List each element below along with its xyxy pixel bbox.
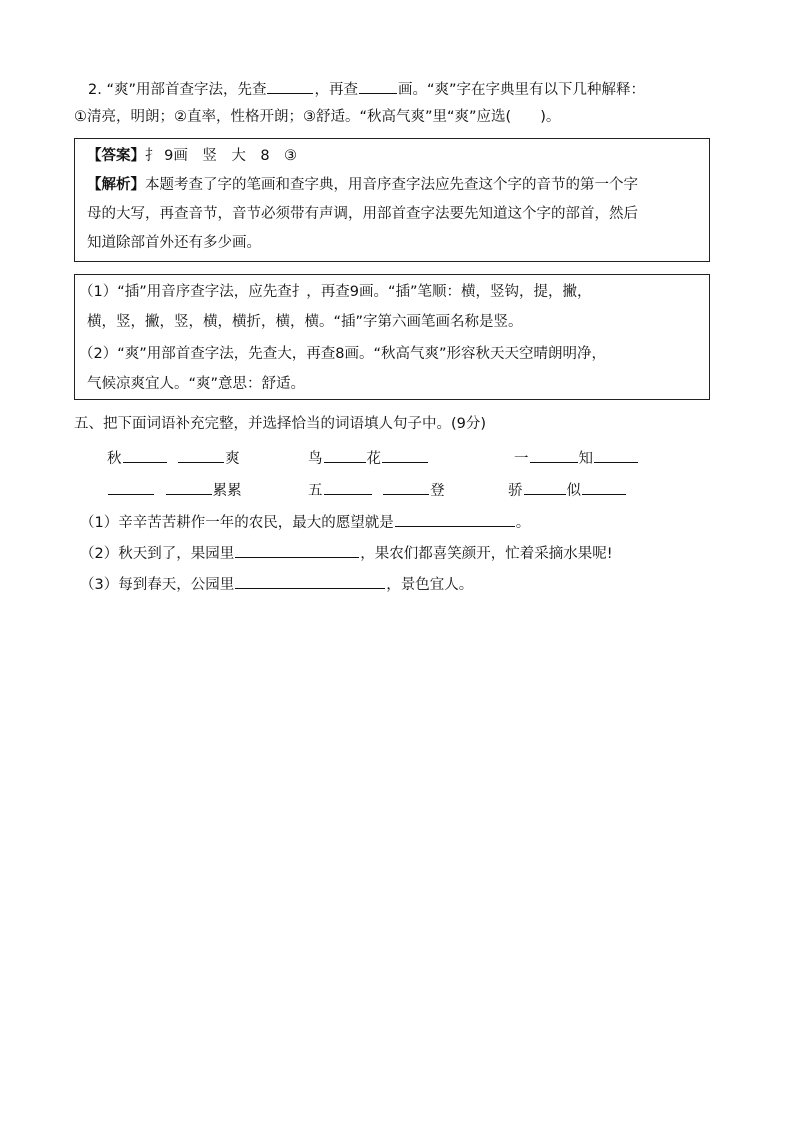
word-wu-deng: 五 登 bbox=[308, 478, 445, 502]
analysis-text1: 本题考查了字的笔画和查字典，用音序查字法应先查这个字的音节的第一个字 bbox=[145, 177, 638, 193]
blank[interactable] bbox=[123, 446, 167, 463]
blank[interactable] bbox=[382, 446, 428, 463]
blank[interactable] bbox=[594, 446, 638, 463]
blank[interactable] bbox=[383, 478, 429, 495]
sentence-2: （2）秋天到了，果园里 ，果农们都喜笑颜开，忙着采摘水果呢! bbox=[80, 541, 613, 565]
blank[interactable] bbox=[108, 478, 154, 495]
answer-text: 扌 9画 竖 大 8 ③ bbox=[145, 148, 298, 164]
sentence-2-blank[interactable] bbox=[235, 541, 359, 558]
word-qiu-shuang: 秋 爽 bbox=[107, 446, 240, 470]
analysis-label: 【解析】 bbox=[87, 177, 145, 193]
analysis-line3: 知道除部首外还有多少画。 bbox=[87, 235, 261, 251]
explain-line3: （2）“爽”用部首查字法，先查大，再查8画。“秋高气爽”形容秋天天空晴朗明净， bbox=[79, 346, 606, 362]
explain-line1: （1）“插”用音序查字法，应先查扌，再查9画。“插”笔顺：横，竖钩，提，撇， bbox=[79, 284, 592, 300]
sentence-1: （1）辛辛苦苦耕作一年的农民，最大的愿望就是 。 bbox=[80, 510, 530, 534]
section5-title: 五、把下面词语补充完整，并选择恰当的词语填人句子中。(9分) bbox=[74, 416, 487, 432]
blank[interactable] bbox=[324, 478, 372, 495]
blank-strokes[interactable] bbox=[359, 77, 397, 94]
explain-line4: 气候凉爽宜人。“爽”意思：舒适。 bbox=[87, 376, 306, 392]
q2-text-b: ，再查 bbox=[314, 82, 358, 98]
q2-text-a: 2. “爽”用部首查字法，先查 bbox=[88, 82, 267, 98]
blank[interactable] bbox=[524, 478, 566, 495]
q2-line2: ①清亮，明朗；②直率，性格开朗；③舒适。“秋高气爽”里“爽”应选( )。 bbox=[74, 109, 561, 125]
explanation-box bbox=[74, 274, 710, 400]
sentence-3-blank[interactable] bbox=[235, 572, 385, 589]
q2-line1 bbox=[88, 77, 645, 101]
blank[interactable] bbox=[582, 478, 626, 495]
analysis-line2: 母的大写，再查音节，音节必须带有声调，用部首查字法要先知道这个字的部首，然后 bbox=[87, 206, 638, 222]
answer-line bbox=[87, 145, 297, 167]
blank[interactable] bbox=[166, 478, 212, 495]
q2-text-c: 画。“爽”字在字典里有以下几种解释： bbox=[397, 82, 645, 98]
blank-radical[interactable] bbox=[267, 77, 313, 94]
explain-line2: 横，竖，撇，竖，横，横折，横，横。“插”字第六画笔画名称是竖。 bbox=[87, 314, 523, 330]
word-jiao-si: 骄 似 bbox=[508, 478, 627, 502]
answer-label: 【答案】 bbox=[87, 148, 145, 164]
blank[interactable] bbox=[178, 446, 224, 463]
word-leilei: 累累 bbox=[107, 478, 242, 502]
analysis-line1 bbox=[87, 174, 638, 196]
word-yi-zhi: 一 知 bbox=[514, 446, 639, 470]
blank[interactable] bbox=[324, 446, 366, 463]
answer-box bbox=[74, 138, 710, 262]
sentence-1-blank[interactable] bbox=[395, 510, 515, 527]
blank[interactable] bbox=[530, 446, 578, 463]
word-niao-hua: 鸟 花 bbox=[308, 446, 429, 470]
sentence-3: （3）每到春天，公园里 ，景色宜人。 bbox=[80, 572, 473, 596]
